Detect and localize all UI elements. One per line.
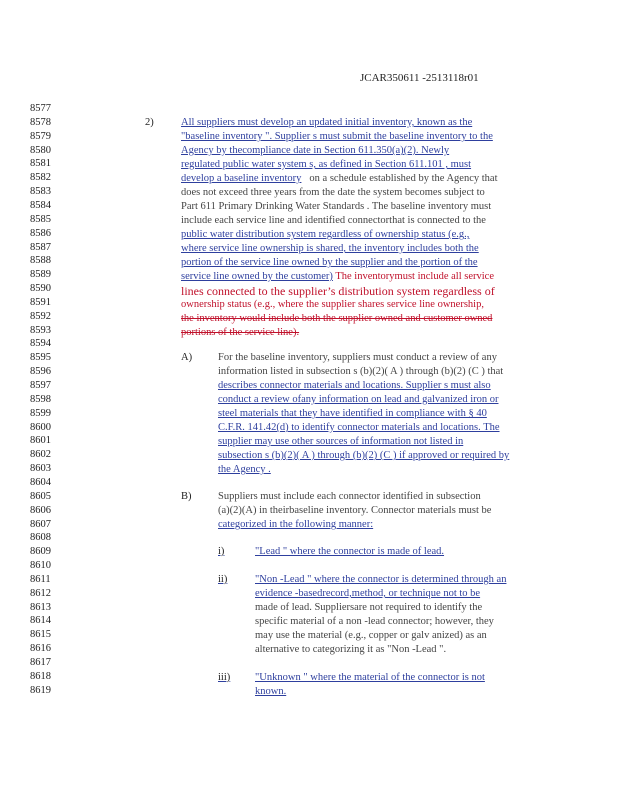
item-2-line: All suppliers must develop an updated initial inventory, known as the xyxy=(181,117,473,128)
line-number: 8607 xyxy=(30,518,51,530)
item-a-line: C.F.R. 141.42(d) to identify connector materials and locations. The xyxy=(218,422,500,433)
item-2-line: Agency by thecompliance date in Section 611.350(a)(2). Newly xyxy=(181,145,450,156)
line-number: 8586 xyxy=(30,227,51,239)
line-number: 8583 xyxy=(30,186,51,198)
item-a-line: subsection s (b)(2)( A ) through (b)(2) (C ) if approved or required by xyxy=(218,450,510,461)
line-number: 8603 xyxy=(30,463,51,475)
item-2-marker: 2) xyxy=(145,117,154,128)
line-number: 8588 xyxy=(30,255,51,267)
item-2-line: lines connected to the supplier’s distribution system regardless of xyxy=(181,284,495,298)
line-number: 8602 xyxy=(30,449,51,461)
line-number: 8596 xyxy=(30,366,51,378)
item-a-line: supplier may use other sources of information not listed in xyxy=(218,436,464,447)
item-ii-marker: ii) xyxy=(218,574,228,585)
item-2-line: portion of the service line owned by the supplier and the portion of the xyxy=(181,257,478,268)
item-2-span: develop a baseline inventory xyxy=(181,173,302,184)
item-iii-line: known. xyxy=(255,686,287,697)
line-number: 8617 xyxy=(30,657,51,668)
item-a-line: For the baseline inventory, suppliers must conduct a review of any xyxy=(218,352,497,363)
line-number: 8609 xyxy=(30,546,51,558)
item-b-marker: B) xyxy=(181,491,192,502)
line-number: 8593 xyxy=(30,324,51,336)
item-b-line: categorized in the following manner: xyxy=(218,519,374,530)
item-a-line: steel materials that they have identified in compliance with § 40 xyxy=(218,408,487,419)
line-number: 8615 xyxy=(30,629,51,641)
line-number: 8581 xyxy=(30,158,51,170)
item-ii-line: may use the material (e.g., copper or galv anized) as an xyxy=(255,630,487,641)
line-number: 8619 xyxy=(30,684,51,696)
line-number: 8577 xyxy=(30,103,51,114)
line-number: 8608 xyxy=(30,532,51,544)
item-2-line xyxy=(181,272,494,283)
item-ii-line: alternative to categorizing it as "Non -Lead ". xyxy=(255,644,447,655)
item-2-span: on a schedule established by the Agency that xyxy=(309,173,498,184)
line-number: 8585 xyxy=(30,213,51,225)
line-number: 8579 xyxy=(30,130,51,142)
line-number: 8605 xyxy=(30,490,51,502)
line-number: 8614 xyxy=(30,615,51,627)
line-number: 8601 xyxy=(30,435,51,447)
line-number: 8591 xyxy=(30,296,51,308)
item-b-line: (a)(2)(A) in theirbaseline inventory. Connector materials must be xyxy=(218,505,492,516)
item-a-marker: A) xyxy=(181,352,193,363)
item-iii-line: "Unknown " where the material of the connector is not xyxy=(255,672,485,683)
item-ii-line: "Non -Lead " where the connector is determined through an xyxy=(255,574,507,585)
item-2-line: the inventory would include both the supplier owned and customer owned xyxy=(181,313,493,324)
item-2-span: service line owned by the customer) xyxy=(181,271,333,282)
item-a-line: describes connector materials and locations. Supplier s must also xyxy=(218,380,491,391)
line-number: 8599 xyxy=(30,407,51,419)
item-ii-line: evidence -basedrecord,method, or technique not to be xyxy=(255,588,481,599)
line-number: 8594 xyxy=(30,338,51,350)
item-iii-marker: iii) xyxy=(218,672,231,683)
line-number: 8590 xyxy=(30,283,51,295)
line-number: 8597 xyxy=(30,380,51,391)
line-number: 8598 xyxy=(30,393,51,405)
item-2-line: where service line ownership is shared, the inventory includes both the xyxy=(181,243,479,254)
item-2-line: ownership status (e.g., where the supplier shares service line ownership, xyxy=(181,299,484,310)
line-number: 8592 xyxy=(30,310,51,322)
item-a-line: information listed in subsection s (b)(2)( A ) through (b)(2) (C ) that xyxy=(218,366,504,377)
item-2-line: Part 611 Primary Drinking Water Standards . The baseline inventory must xyxy=(181,201,492,212)
item-2-line: include each service line and identified connectorthat is connected to the xyxy=(181,215,486,226)
item-2-line: portions of the service line). xyxy=(181,327,300,338)
item-a-line: the Agency . xyxy=(218,464,271,475)
line-number: 8587 xyxy=(30,241,51,253)
item-ii-line: specific material of a non -lead connector; however, they xyxy=(255,616,494,627)
line-number: 8613 xyxy=(30,601,51,613)
line-number: 8604 xyxy=(30,476,51,488)
line-number: 8580 xyxy=(30,144,51,156)
item-ii-line: made of lead. Suppliersare not required to identify the xyxy=(255,602,483,613)
item-2-line: "baseline inventory ". Supplier s must submit the baseline inventory to the xyxy=(181,131,493,142)
line-number: 8582 xyxy=(30,172,51,184)
line-number: 8578 xyxy=(30,116,51,128)
line-number: 8584 xyxy=(30,199,51,211)
item-2-line xyxy=(181,174,498,185)
line-number: 8618 xyxy=(30,670,51,682)
line-number: 8606 xyxy=(30,504,51,516)
item-a-line: conduct a review ofany information on lead and galvanized iron or xyxy=(218,394,499,405)
document-id-header: JCAR350611 -2513118r01 xyxy=(360,72,479,84)
line-number: 8589 xyxy=(30,269,51,281)
line-number: 8600 xyxy=(30,421,51,433)
item-2-line: public water distribution system regardless of ownership status (e.g., xyxy=(181,229,470,240)
line-number: 8610 xyxy=(30,560,51,572)
line-number: 8616 xyxy=(30,643,51,655)
line-number: 8611 xyxy=(30,573,51,585)
item-i-line: "Lead " where the connector is made of lead. xyxy=(255,546,445,557)
item-2-line: regulated public water system s, as defined in Section 611.101 , must xyxy=(181,159,472,170)
line-number: 8595 xyxy=(30,352,51,364)
line-number: 8612 xyxy=(30,587,51,599)
item-i-marker: i) xyxy=(218,546,225,557)
item-2-span: The inventorymust include all service xyxy=(332,271,494,282)
item-b-line: Suppliers must include each connector identified in subsection xyxy=(218,491,481,502)
item-2-line: does not exceed three years from the date the system becomes subject to xyxy=(181,187,485,198)
